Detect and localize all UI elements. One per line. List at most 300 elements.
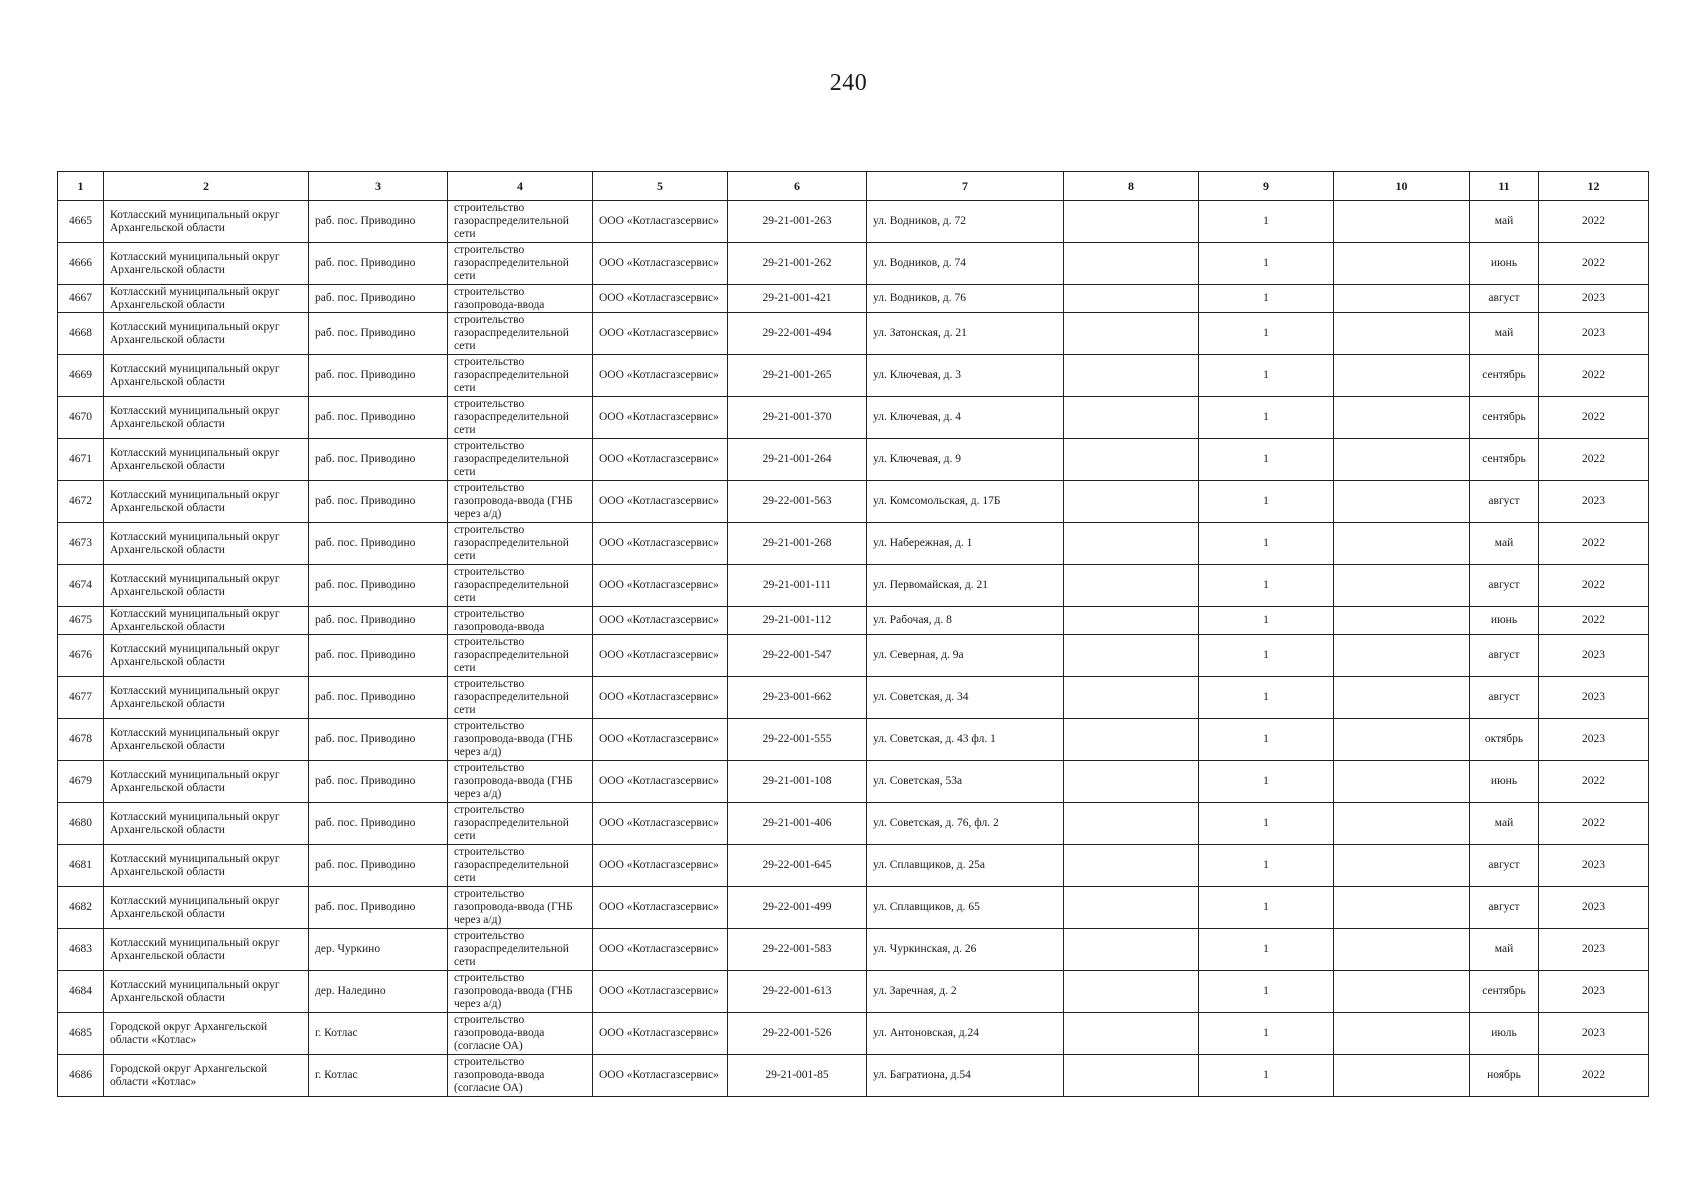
table-row (58, 565, 1649, 607)
month-cell: октябрь (1470, 719, 1539, 761)
settlement-cell: раб. пос. Приводино (309, 761, 448, 803)
settlement-cell: раб. пос. Приводино (309, 523, 448, 565)
address-cell: ул. Водников, д. 72 (867, 201, 1064, 243)
column-header-12: 12 (1539, 172, 1649, 201)
work-type-cell: строительство газопровода-ввода (ГНБ через а/д) (448, 481, 593, 523)
work-type-cell: строительство газораспределительной сети (448, 243, 593, 285)
column-10-cell (1334, 607, 1470, 635)
address-cell: ул. Северная, д. 9а (867, 635, 1064, 677)
address-cell: ул. Набережная, д. 1 (867, 523, 1064, 565)
organization-cell: ООО «Котласгазсервис» (593, 1013, 728, 1055)
quantity-cell: 1 (1199, 243, 1334, 285)
column-header-1: 1 (58, 172, 104, 201)
table-row (58, 635, 1649, 677)
organization-cell: ООО «Котласгазсервис» (593, 523, 728, 565)
column-10-cell (1334, 481, 1470, 523)
quantity-cell: 1 (1199, 607, 1334, 635)
settlement-cell: раб. пос. Приводино (309, 439, 448, 481)
object-code-cell: 29-21-001-108 (728, 761, 867, 803)
municipality-cell: Котласский муниципальный округ Архангельской области (104, 677, 309, 719)
year-cell: 2022 (1539, 523, 1649, 565)
municipality-cell: Котласский муниципальный округ Архангельской области (104, 845, 309, 887)
table-row (58, 439, 1649, 481)
quantity-cell: 1 (1199, 565, 1334, 607)
table-row (58, 285, 1649, 313)
quantity-cell: 1 (1199, 285, 1334, 313)
table-row (58, 1013, 1649, 1055)
row-number: 4686 (58, 1055, 104, 1097)
address-cell: ул. Антоновская, д.24 (867, 1013, 1064, 1055)
column-10-cell (1334, 635, 1470, 677)
column-8-cell (1064, 313, 1199, 355)
table-row (58, 243, 1649, 285)
address-cell: ул. Багратиона, д.54 (867, 1055, 1064, 1097)
work-type-cell: строительство газораспределительной сети (448, 845, 593, 887)
column-10-cell (1334, 565, 1470, 607)
table-row (58, 397, 1649, 439)
organization-cell: ООО «Котласгазсервис» (593, 761, 728, 803)
column-8-cell (1064, 285, 1199, 313)
column-8-cell (1064, 719, 1199, 761)
table-row (58, 761, 1649, 803)
column-10-cell (1334, 887, 1470, 929)
column-10-cell (1334, 929, 1470, 971)
row-number: 4669 (58, 355, 104, 397)
column-10-cell (1334, 355, 1470, 397)
column-8-cell (1064, 929, 1199, 971)
month-cell: сентябрь (1470, 439, 1539, 481)
column-8-cell (1064, 761, 1199, 803)
organization-cell: ООО «Котласгазсервис» (593, 719, 728, 761)
work-type-cell: строительство газопровода-ввода (448, 285, 593, 313)
settlement-cell: раб. пос. Приводино (309, 803, 448, 845)
year-cell: 2023 (1539, 481, 1649, 523)
municipality-cell: Котласский муниципальный округ Архангельской области (104, 397, 309, 439)
organization-cell: ООО «Котласгазсервис» (593, 481, 728, 523)
row-number: 4682 (58, 887, 104, 929)
quantity-cell: 1 (1199, 481, 1334, 523)
table-row (58, 481, 1649, 523)
work-type-cell: строительство газораспределительной сети (448, 565, 593, 607)
column-header-11: 11 (1470, 172, 1539, 201)
work-type-cell: строительство газопровода-ввода (ГНБ через а/д) (448, 761, 593, 803)
row-number: 4678 (58, 719, 104, 761)
organization-cell: ООО «Котласгазсервис» (593, 607, 728, 635)
column-8-cell (1064, 523, 1199, 565)
row-number: 4681 (58, 845, 104, 887)
settlement-cell: раб. пос. Приводино (309, 845, 448, 887)
quantity-cell: 1 (1199, 439, 1334, 481)
address-cell: ул. Водников, д. 74 (867, 243, 1064, 285)
year-cell: 2022 (1539, 761, 1649, 803)
organization-cell: ООО «Котласгазсервис» (593, 971, 728, 1013)
column-8-cell (1064, 677, 1199, 719)
column-8-cell (1064, 803, 1199, 845)
municipality-cell: Городской округ Архангельской области «Котлас» (104, 1055, 309, 1097)
gasification-registry-table (57, 171, 1649, 1097)
municipality-cell: Котласский муниципальный округ Архангельской области (104, 355, 309, 397)
month-cell: май (1470, 313, 1539, 355)
row-number: 4673 (58, 523, 104, 565)
municipality-cell: Котласский муниципальный округ Архангельской области (104, 439, 309, 481)
row-number: 4666 (58, 243, 104, 285)
municipality-cell: Котласский муниципальный округ Архангельской области (104, 243, 309, 285)
table-row (58, 719, 1649, 761)
object-code-cell: 29-21-001-406 (728, 803, 867, 845)
month-cell: июнь (1470, 243, 1539, 285)
month-cell: август (1470, 285, 1539, 313)
month-cell: август (1470, 635, 1539, 677)
month-cell: август (1470, 887, 1539, 929)
row-number: 4685 (58, 1013, 104, 1055)
table-row (58, 607, 1649, 635)
month-cell: ноябрь (1470, 1055, 1539, 1097)
row-number: 4683 (58, 929, 104, 971)
quantity-cell: 1 (1199, 523, 1334, 565)
object-code-cell: 29-22-001-613 (728, 971, 867, 1013)
municipality-cell: Котласский муниципальный округ Архангельской области (104, 761, 309, 803)
table-row (58, 677, 1649, 719)
quantity-cell: 1 (1199, 313, 1334, 355)
column-10-cell (1334, 243, 1470, 285)
object-code-cell: 29-22-001-645 (728, 845, 867, 887)
column-10-cell (1334, 677, 1470, 719)
settlement-cell: раб. пос. Приводино (309, 565, 448, 607)
quantity-cell: 1 (1199, 719, 1334, 761)
column-header-9: 9 (1199, 172, 1334, 201)
object-code-cell: 29-21-001-268 (728, 523, 867, 565)
column-10-cell (1334, 1055, 1470, 1097)
column-8-cell (1064, 355, 1199, 397)
organization-cell: ООО «Котласгазсервис» (593, 803, 728, 845)
year-cell: 2022 (1539, 565, 1649, 607)
settlement-cell: раб. пос. Приводино (309, 677, 448, 719)
address-cell: ул. Первомайская, д. 21 (867, 565, 1064, 607)
settlement-cell: раб. пос. Приводино (309, 355, 448, 397)
column-10-cell (1334, 523, 1470, 565)
object-code-cell: 29-23-001-662 (728, 677, 867, 719)
settlement-cell: раб. пос. Приводино (309, 719, 448, 761)
row-number: 4670 (58, 397, 104, 439)
table-row (58, 1055, 1649, 1097)
organization-cell: ООО «Котласгазсервис» (593, 313, 728, 355)
quantity-cell: 1 (1199, 761, 1334, 803)
column-8-cell (1064, 1013, 1199, 1055)
address-cell: ул. Водников, д. 76 (867, 285, 1064, 313)
table-row (58, 355, 1649, 397)
column-header-10: 10 (1334, 172, 1470, 201)
organization-cell: ООО «Котласгазсервис» (593, 397, 728, 439)
quantity-cell: 1 (1199, 677, 1334, 719)
municipality-cell: Котласский муниципальный округ Архангельской области (104, 201, 309, 243)
month-cell: июнь (1470, 607, 1539, 635)
organization-cell: ООО «Котласгазсервис» (593, 243, 728, 285)
organization-cell: ООО «Котласгазсервис» (593, 677, 728, 719)
column-header-2: 2 (104, 172, 309, 201)
column-10-cell (1334, 397, 1470, 439)
table-row (58, 929, 1649, 971)
year-cell: 2022 (1539, 201, 1649, 243)
row-number: 4672 (58, 481, 104, 523)
month-cell: август (1470, 845, 1539, 887)
year-cell: 2022 (1539, 243, 1649, 285)
row-number: 4671 (58, 439, 104, 481)
work-type-cell: строительство газораспределительной сети (448, 523, 593, 565)
work-type-cell: строительство газораспределительной сети (448, 929, 593, 971)
quantity-cell: 1 (1199, 397, 1334, 439)
address-cell: ул. Чуркинская, д. 26 (867, 929, 1064, 971)
column-10-cell (1334, 201, 1470, 243)
object-code-cell: 29-21-001-85 (728, 1055, 867, 1097)
settlement-cell: раб. пос. Приводино (309, 481, 448, 523)
column-header-3: 3 (309, 172, 448, 201)
municipality-cell: Котласский муниципальный округ Архангельской области (104, 481, 309, 523)
column-8-cell (1064, 243, 1199, 285)
settlement-cell: раб. пос. Приводино (309, 285, 448, 313)
year-cell: 2023 (1539, 887, 1649, 929)
settlement-cell: г. Котлас (309, 1013, 448, 1055)
column-10-cell (1334, 803, 1470, 845)
work-type-cell: строительство газораспределительной сети (448, 201, 593, 243)
settlement-cell: раб. пос. Приводино (309, 887, 448, 929)
column-10-cell (1334, 439, 1470, 481)
row-number: 4675 (58, 607, 104, 635)
organization-cell: ООО «Котласгазсервис» (593, 565, 728, 607)
year-cell: 2023 (1539, 677, 1649, 719)
work-type-cell: строительство газопровода-ввода (ГНБ через а/д) (448, 887, 593, 929)
row-number: 4684 (58, 971, 104, 1013)
object-code-cell: 29-21-001-263 (728, 201, 867, 243)
column-10-cell (1334, 845, 1470, 887)
row-number: 4667 (58, 285, 104, 313)
quantity-cell: 1 (1199, 201, 1334, 243)
column-8-cell (1064, 887, 1199, 929)
year-cell: 2023 (1539, 929, 1649, 971)
municipality-cell: Городской округ Архангельской области «Котлас» (104, 1013, 309, 1055)
row-number: 4676 (58, 635, 104, 677)
object-code-cell: 29-22-001-583 (728, 929, 867, 971)
column-10-cell (1334, 719, 1470, 761)
work-type-cell: строительство газораспределительной сети (448, 397, 593, 439)
work-type-cell: строительство газопровода-ввода (ГНБ через а/д) (448, 971, 593, 1013)
settlement-cell: раб. пос. Приводино (309, 201, 448, 243)
row-number: 4679 (58, 761, 104, 803)
organization-cell: ООО «Котласгазсервис» (593, 1055, 728, 1097)
year-cell: 2022 (1539, 397, 1649, 439)
table-row (58, 523, 1649, 565)
year-cell: 2022 (1539, 803, 1649, 845)
address-cell: ул. Затонская, д. 21 (867, 313, 1064, 355)
municipality-cell: Котласский муниципальный округ Архангельской области (104, 607, 309, 635)
address-cell: ул. Ключевая, д. 3 (867, 355, 1064, 397)
municipality-cell: Котласский муниципальный округ Архангельской области (104, 929, 309, 971)
object-code-cell: 29-22-001-555 (728, 719, 867, 761)
year-cell: 2023 (1539, 285, 1649, 313)
object-code-cell: 29-22-001-547 (728, 635, 867, 677)
column-8-cell (1064, 565, 1199, 607)
work-type-cell: строительство газопровода-ввода (448, 607, 593, 635)
organization-cell: ООО «Котласгазсервис» (593, 845, 728, 887)
work-type-cell: строительство газораспределительной сети (448, 355, 593, 397)
column-10-cell (1334, 285, 1470, 313)
table-row (58, 887, 1649, 929)
column-10-cell (1334, 313, 1470, 355)
object-code-cell: 29-21-001-111 (728, 565, 867, 607)
organization-cell: ООО «Котласгазсервис» (593, 635, 728, 677)
page-number: 240 (829, 70, 868, 96)
object-code-cell: 29-22-001-494 (728, 313, 867, 355)
municipality-cell: Котласский муниципальный округ Архангельской области (104, 803, 309, 845)
quantity-cell: 1 (1199, 803, 1334, 845)
municipality-cell: Котласский муниципальный округ Архангельской области (104, 971, 309, 1013)
month-cell: август (1470, 481, 1539, 523)
month-cell: сентябрь (1470, 397, 1539, 439)
month-cell: сентябрь (1470, 355, 1539, 397)
quantity-cell: 1 (1199, 635, 1334, 677)
municipality-cell: Котласский муниципальный округ Архангельской области (104, 719, 309, 761)
settlement-cell: раб. пос. Приводино (309, 635, 448, 677)
address-cell: ул. Ключевая, д. 4 (867, 397, 1064, 439)
address-cell: ул. Рабочая, д. 8 (867, 607, 1064, 635)
address-cell: ул. Советская, 53а (867, 761, 1064, 803)
column-10-cell (1334, 971, 1470, 1013)
object-code-cell: 29-22-001-499 (728, 887, 867, 929)
column-8-cell (1064, 439, 1199, 481)
quantity-cell: 1 (1199, 845, 1334, 887)
address-cell: ул. Советская, д. 76, фл. 2 (867, 803, 1064, 845)
column-header-8: 8 (1064, 172, 1199, 201)
month-cell: август (1470, 565, 1539, 607)
municipality-cell: Котласский муниципальный округ Архангельской области (104, 565, 309, 607)
settlement-cell: раб. пос. Приводино (309, 397, 448, 439)
month-cell: май (1470, 803, 1539, 845)
year-cell: 2023 (1539, 971, 1649, 1013)
organization-cell: ООО «Котласгазсервис» (593, 285, 728, 313)
row-number: 4680 (58, 803, 104, 845)
column-8-cell (1064, 971, 1199, 1013)
column-8-cell (1064, 635, 1199, 677)
table-row (58, 313, 1649, 355)
municipality-cell: Котласский муниципальный округ Архангельской области (104, 635, 309, 677)
work-type-cell: строительство газопровода-ввода (согласие ОА) (448, 1013, 593, 1055)
column-10-cell (1334, 1013, 1470, 1055)
row-number: 4668 (58, 313, 104, 355)
object-code-cell: 29-22-001-526 (728, 1013, 867, 1055)
settlement-cell: раб. пос. Приводино (309, 313, 448, 355)
address-cell: ул. Ключевая, д. 9 (867, 439, 1064, 481)
settlement-cell: дер. Чуркино (309, 929, 448, 971)
month-cell: май (1470, 523, 1539, 565)
object-code-cell: 29-22-001-563 (728, 481, 867, 523)
address-cell: ул. Комсомольская, д. 17Б (867, 481, 1064, 523)
year-cell: 2023 (1539, 313, 1649, 355)
row-number: 4665 (58, 201, 104, 243)
object-code-cell: 29-21-001-264 (728, 439, 867, 481)
month-cell: май (1470, 201, 1539, 243)
quantity-cell: 1 (1199, 887, 1334, 929)
settlement-cell: раб. пос. Приводино (309, 607, 448, 635)
quantity-cell: 1 (1199, 929, 1334, 971)
table-body (58, 201, 1649, 1097)
object-code-cell: 29-21-001-262 (728, 243, 867, 285)
column-8-cell (1064, 201, 1199, 243)
month-cell: июль (1470, 1013, 1539, 1055)
work-type-cell: строительство газораспределительной сети (448, 635, 593, 677)
column-header-4: 4 (448, 172, 593, 201)
work-type-cell: строительство газораспределительной сети (448, 803, 593, 845)
year-cell: 2022 (1539, 607, 1649, 635)
month-cell: июнь (1470, 761, 1539, 803)
municipality-cell: Котласский муниципальный округ Архангельской области (104, 887, 309, 929)
object-code-cell: 29-21-001-421 (728, 285, 867, 313)
municipality-cell: Котласский муниципальный округ Архангельской области (104, 313, 309, 355)
column-8-cell (1064, 397, 1199, 439)
work-type-cell: строительство газораспределительной сети (448, 677, 593, 719)
header-row (58, 172, 1649, 201)
work-type-cell: строительство газопровода-ввода (ГНБ через а/д) (448, 719, 593, 761)
organization-cell: ООО «Котласгазсервис» (593, 355, 728, 397)
work-type-cell: строительство газораспределительной сети (448, 313, 593, 355)
organization-cell: ООО «Котласгазсервис» (593, 929, 728, 971)
year-cell: 2022 (1539, 355, 1649, 397)
column-header-5: 5 (593, 172, 728, 201)
table-row (58, 845, 1649, 887)
municipality-cell: Котласский муниципальный округ Архангельской области (104, 285, 309, 313)
column-8-cell (1064, 607, 1199, 635)
column-header-6: 6 (728, 172, 867, 201)
table-row (58, 201, 1649, 243)
year-cell: 2023 (1539, 635, 1649, 677)
row-number: 4677 (58, 677, 104, 719)
address-cell: ул. Сплавщиков, д. 65 (867, 887, 1064, 929)
organization-cell: ООО «Котласгазсервис» (593, 201, 728, 243)
year-cell: 2023 (1539, 845, 1649, 887)
month-cell: сентябрь (1470, 971, 1539, 1013)
address-cell: ул. Заречная, д. 2 (867, 971, 1064, 1013)
quantity-cell: 1 (1199, 1013, 1334, 1055)
column-8-cell (1064, 1055, 1199, 1097)
table-header (58, 172, 1649, 201)
work-type-cell: строительство газопровода-ввода (согласие ОА) (448, 1055, 593, 1097)
month-cell: май (1470, 929, 1539, 971)
column-8-cell (1064, 845, 1199, 887)
year-cell: 2022 (1539, 439, 1649, 481)
municipality-cell: Котласский муниципальный округ Архангельской области (104, 523, 309, 565)
table-row (58, 971, 1649, 1013)
settlement-cell: г. Котлас (309, 1055, 448, 1097)
organization-cell: ООО «Котласгазсервис» (593, 439, 728, 481)
row-number: 4674 (58, 565, 104, 607)
year-cell: 2023 (1539, 1013, 1649, 1055)
organization-cell: ООО «Котласгазсервис» (593, 887, 728, 929)
column-header-7: 7 (867, 172, 1064, 201)
work-type-cell: строительство газораспределительной сети (448, 439, 593, 481)
object-code-cell: 29-21-001-112 (728, 607, 867, 635)
object-code-cell: 29-21-001-265 (728, 355, 867, 397)
object-code-cell: 29-21-001-370 (728, 397, 867, 439)
address-cell: ул. Советская, д. 43 фл. 1 (867, 719, 1064, 761)
quantity-cell: 1 (1199, 971, 1334, 1013)
quantity-cell: 1 (1199, 1055, 1334, 1097)
table-row (58, 803, 1649, 845)
year-cell: 2023 (1539, 719, 1649, 761)
address-cell: ул. Советская, д. 34 (867, 677, 1064, 719)
address-cell: ул. Сплавщиков, д. 25а (867, 845, 1064, 887)
quantity-cell: 1 (1199, 355, 1334, 397)
column-10-cell (1334, 761, 1470, 803)
settlement-cell: раб. пос. Приводино (309, 243, 448, 285)
year-cell: 2022 (1539, 1055, 1649, 1097)
